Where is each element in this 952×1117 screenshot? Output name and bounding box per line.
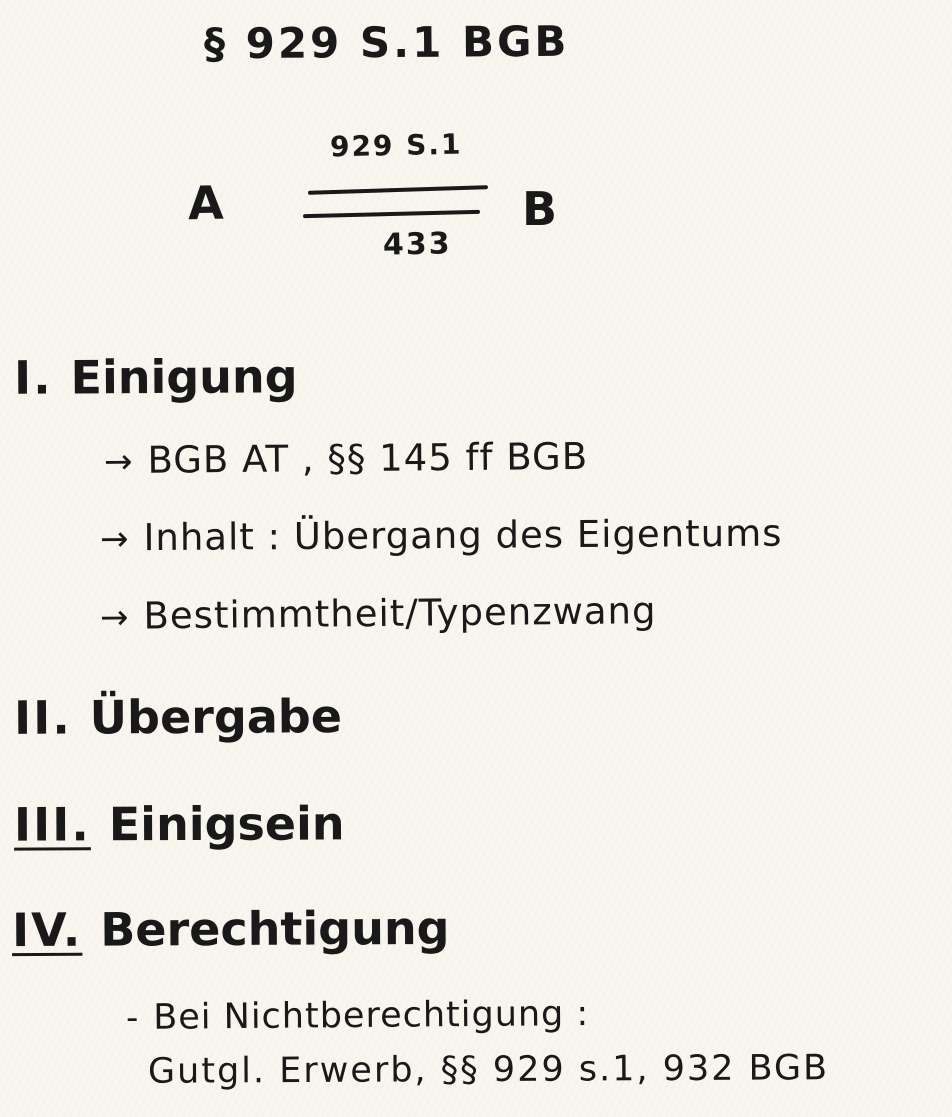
relation-bottom-label: 433	[382, 226, 452, 263]
party-a-label: A	[187, 175, 225, 231]
section-heading-uebergabe	[14, 689, 342, 745]
outline-item	[100, 512, 783, 560]
section-heading-einigsein	[14, 796, 345, 851]
arrow-icon: →	[99, 597, 130, 638]
arrow-icon: →	[103, 441, 134, 483]
section-heading-einigung	[14, 349, 298, 404]
section-heading-berechtigung	[12, 901, 450, 957]
outline-item	[100, 589, 657, 638]
outline-item	[104, 435, 588, 482]
dash-icon: -	[125, 997, 140, 1039]
outline-item-text: BGB AT , §§ 145 ff BGB	[147, 434, 589, 482]
outline-item-text: Bestimmtheit/Typenzwang	[143, 589, 657, 638]
outline-item	[126, 994, 590, 1038]
section-numeral: II.	[13, 690, 72, 745]
relation-top-label: 929 S.1	[329, 127, 463, 164]
outline-item	[148, 1048, 829, 1092]
relation-line-bottom	[303, 210, 480, 218]
note-title: § 929 S.1 BGB	[203, 16, 570, 69]
party-b-label: B	[522, 182, 558, 236]
section-numeral: IV.	[11, 902, 83, 958]
outline-item-text: Bei Nichtberechtigung :	[153, 993, 590, 1038]
section-numeral: III.	[13, 797, 91, 852]
arrow-icon: →	[99, 519, 130, 560]
section-heading-label: Übergabe	[89, 689, 343, 745]
section-heading-label: Einigsein	[108, 796, 345, 852]
outline-item-text: Gutgl. Erwerb, §§ 929 s.1, 932 BGB	[147, 1048, 830, 1092]
section-heading-label: Berechtigung	[100, 900, 450, 957]
section-heading-label: Einigung	[70, 349, 298, 405]
relation-line-top	[308, 185, 488, 195]
outline-item-text: Inhalt : Übergang des Eigentums	[143, 511, 783, 560]
section-numeral: I.	[13, 350, 53, 405]
